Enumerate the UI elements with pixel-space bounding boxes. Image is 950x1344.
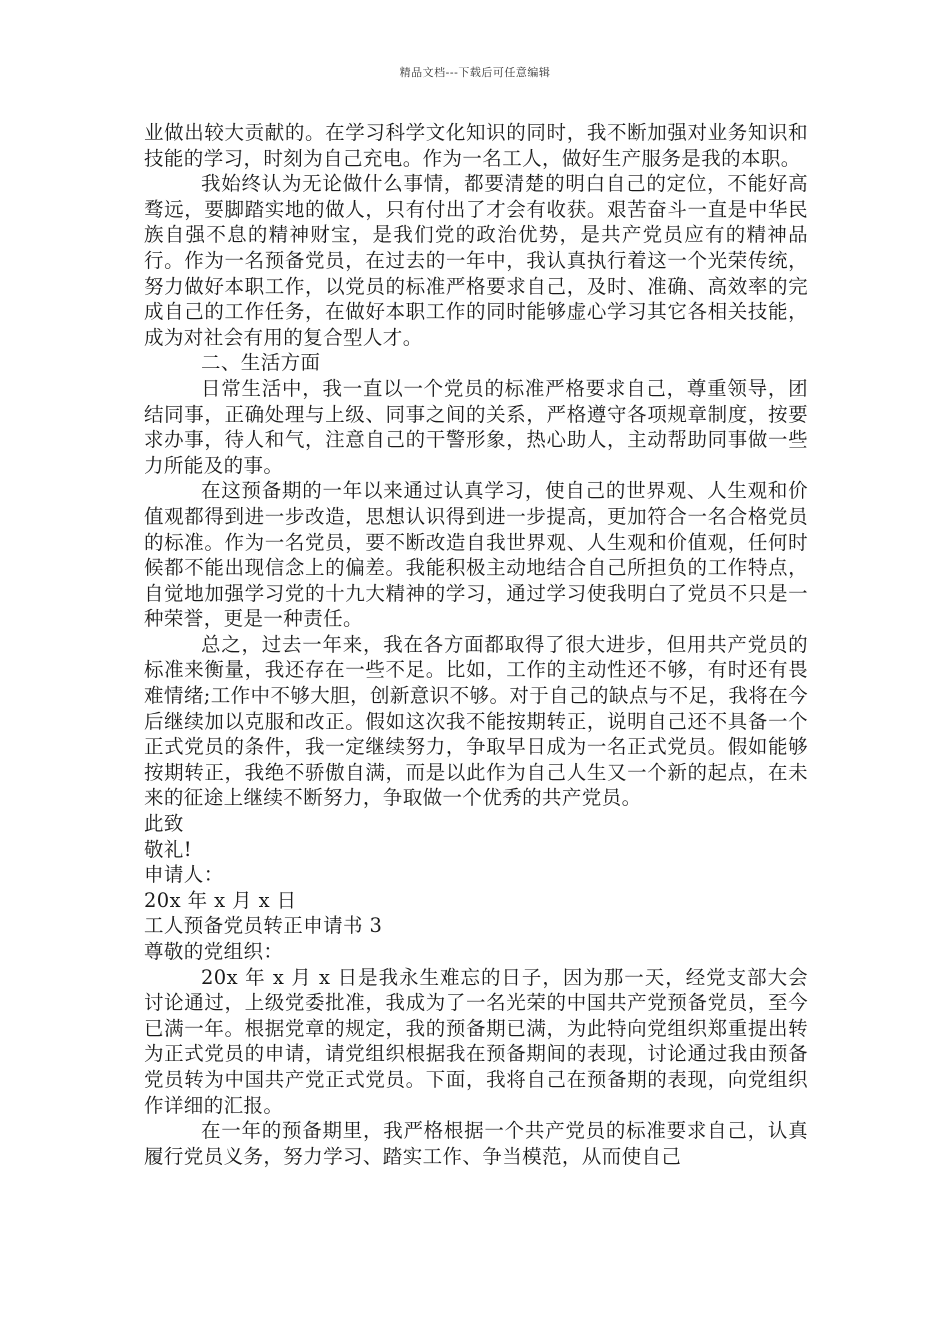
- section-heading-life: 二、生活方面: [201, 351, 321, 375]
- paragraph-positioning: 我始终认为无论做什么事情，都要清楚的明白自己的定位，不能好高骛远，要脚踏实地的做人，只有付出了才会有收获。艰苦奋斗一直是中华民族自强不息的精神财宝，是我们党的政治优势，是共产党员应有的精神品行。作为一名预备党员，在过去的一年中，我认真执行着这一个光荣传统，努力做好本职工作，以党员的标准严格要求自己，及时、准确、高效率的完成自己的工作任务，在做好本职工作的同时能够虚心学习其它各相关技能，成为对社会有用的复合型人才。: [144, 172, 808, 349]
- paragraph-daily-life: 日常生活中，我一直以一个党员的标准严格要求自己，尊重领导，团结同事，正确处理与上级、同事之间的关系，严格遵守各项规章制度，按要求办事，待人和气，注意自己的干警形象，热心助人，主动帮助同事做一些力所能及的事。: [144, 376, 808, 477]
- paragraph-study: 在这预备期的一年以来通过认真学习，使自己的世界观、人生观和价值观都得到进一步改造，思想认识得到进一步提高，更加符合一名合格党员的标准。作为一名党员，要不断改造自我世界观、人生观和价值观，任何时候都不能出现信念上的偏差。我能积极主动地结合自己所担负的工作特点，自觉地加强学习党的十九大精神的学习，通过学习使我明白了党员不只是一种荣誉，更是一种责任。: [144, 479, 808, 631]
- paragraph-summary: 总之，过去一年来，我在各方面都取得了很大进步，但用共产党员的标准来衡量，我还存在一些不足。比如，工作的主动性还不够，有时还有畏难情绪;工作中不够大胆，创新意识不够。对于自己的缺点与不足，我将在今后继续加以克服和改正。假如这次我不能按期转正，说明自己还不具备一个正式党员的条件，我一定继续努力，争取早日成为一名正式党员。假如能够按期转正，我绝不骄傲自满，而是以此作为自己人生又一个新的起点，在未来的征途上继续不断努力，争取做一个优秀的共产党员。: [144, 632, 808, 810]
- closing-salutation: 此致: [144, 812, 184, 836]
- page-header: 精品文档---下载后可任意编辑: [399, 66, 551, 79]
- applicant-label: 申请人：: [144, 863, 224, 887]
- paragraph-work-continuation: 业做出较大贡献的。在学习科学文化知识的同时，我不断加强对业务知识和技能的学习，时刻为自己充电。作为一名工人，做好生产服务是我的本职。: [144, 121, 808, 170]
- greeting: 尊敬的党组织：: [144, 940, 284, 963]
- document-body: [144, 120, 808, 1169]
- paragraph-probation-year: 在一年的预备期里，我严格根据一个共产党员的标准要求自己，认真履行党员义务，努力学习、踏实工作、争当模范，从而使自己: [144, 1119, 808, 1168]
- document-title-3: 工人预备党员转正申请书 3: [144, 914, 383, 938]
- paragraph-application-intro: 20x 年 x 月 x 日是我永生难忘的日子，因为那一天，经党支部大会讨论通过，上级党委批准，我成为了一名光荣的中国共产党预备党员，至今已满一年。根据党章的规定，我的预备期已满，为此特向党组织郑重提出转为正式党员的申请，请党组织根据我在预备期间的表现，讨论通过我由预备党员转为中国共产党正式党员。下面，我将自己在预备期的表现，向党组织作详细的汇报。: [144, 965, 808, 1117]
- date-line: 20x 年 x 月 x 日: [144, 888, 297, 912]
- closing-regards: 敬礼!: [144, 837, 193, 861]
